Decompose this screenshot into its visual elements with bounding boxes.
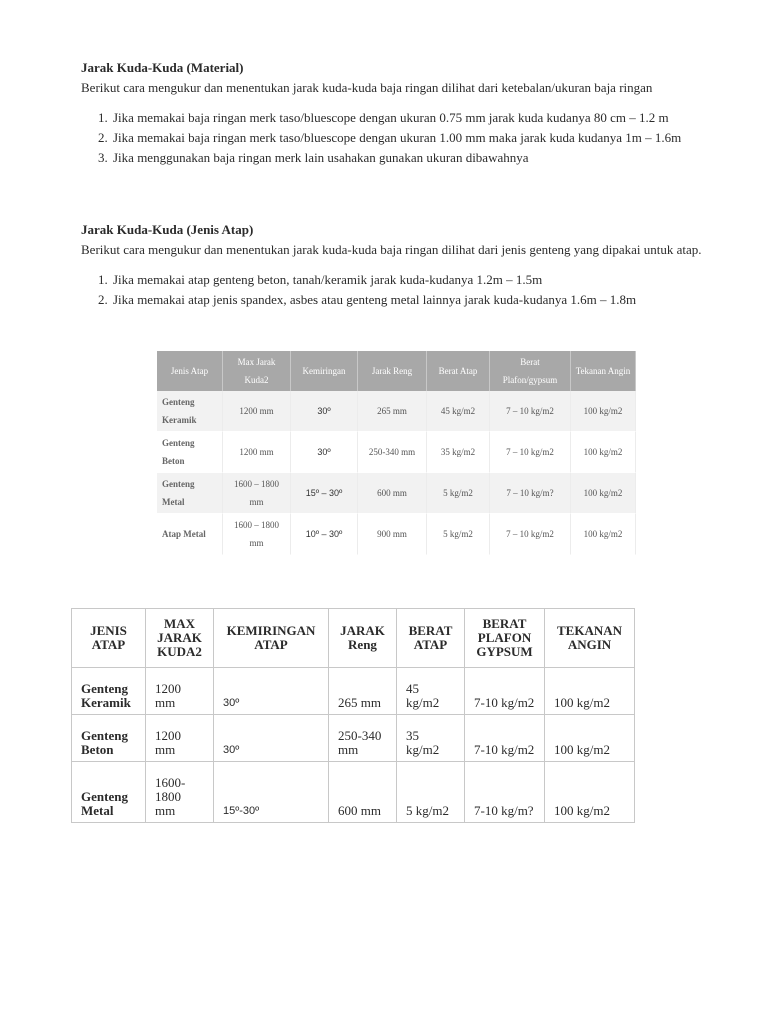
column-header: Tekanan Angin	[571, 351, 636, 391]
table-cell: 100 kg/m2	[545, 715, 635, 762]
list-item: 2. Jika memakai baja ringan merk taso/bluescope dengan ukuran 1.00 mm maka jarak kuda kudanya 1m – 1.6m	[111, 128, 721, 148]
table-cell: 7-10 kg/m?	[465, 762, 545, 823]
table-cell: 5 kg/m2	[427, 473, 490, 514]
table-cell: 35 kg/m2	[397, 715, 465, 762]
table-cell: 7 – 10 kg/m?	[490, 473, 571, 514]
table-cell: 10º – 30º	[291, 514, 358, 555]
table-cell: 265 mm	[329, 668, 397, 715]
table-cell: 100 kg/m2	[571, 473, 636, 514]
table-cell: 15º-30º	[214, 762, 329, 823]
list-item: 1. Jika memakai baja ringan merk taso/bluescope dengan ukuran 0.75 mm jarak kuda kudanya 80 cm – 1.2 m	[111, 108, 721, 128]
section-intro-jenis-atap: Berikut cara mengukur dan menentukan jarak kuda-kuda baja ringan dilihat dari jenis genteng yang dipakai untuk atap.	[81, 242, 702, 257]
table-cell: Genteng Beton	[157, 432, 223, 473]
table-header-row	[157, 351, 636, 391]
table-cell: 1600 – 1800 mm	[223, 473, 291, 514]
table-cell: 7 – 10 kg/m2	[490, 391, 571, 432]
table-cell: 30º	[291, 432, 358, 473]
table-row	[72, 762, 635, 823]
material-list	[81, 108, 721, 168]
table-cell: 5 kg/m2	[397, 762, 465, 823]
table-cell: 600 mm	[329, 762, 397, 823]
column-header: JENIS ATAP	[72, 609, 146, 668]
table-cell: 30º	[214, 715, 329, 762]
table-cell: 15º – 30º	[291, 473, 358, 514]
table-cell: 100 kg/m2	[571, 432, 636, 473]
column-header: Jenis Atap	[157, 351, 223, 391]
table-header-row	[72, 609, 635, 668]
list-item: 2. Jika memakai atap jenis spandex, asbes atau genteng metal lainnya jarak kuda-kudanya 1.6m – 1.8m	[111, 290, 721, 310]
image-table	[157, 351, 636, 555]
table-cell: 600 mm	[358, 473, 427, 514]
table-cell: 100 kg/m2	[571, 514, 636, 555]
table-cell: 1200 mm	[223, 391, 291, 432]
table-row	[157, 391, 636, 432]
column-header: JARAK Reng	[329, 609, 397, 668]
column-header: KEMIRINGAN ATAP	[214, 609, 329, 668]
table-cell: 1200 mm	[146, 715, 214, 762]
table-cell: 1600-1800 mm	[146, 762, 214, 823]
table-cell: Genteng Metal	[72, 762, 146, 823]
column-header: BERAT ATAP	[397, 609, 465, 668]
section-heading-jenis-atap: Jarak Kuda-Kuda (Jenis Atap)	[81, 222, 254, 237]
table-cell: 7 – 10 kg/m2	[490, 432, 571, 473]
table-cell: 5 kg/m2	[427, 514, 490, 555]
table-cell: 100 kg/m2	[545, 668, 635, 715]
column-header: Berat Atap	[427, 351, 490, 391]
table-cell: 45 kg/m2	[427, 391, 490, 432]
table-cell: Genteng Keramik	[72, 668, 146, 715]
table-cell: 265 mm	[358, 391, 427, 432]
table-row	[157, 473, 636, 514]
table-cell: Genteng Keramik	[157, 391, 223, 432]
table-cell: Genteng Metal	[157, 473, 223, 514]
table-cell: 100 kg/m2	[571, 391, 636, 432]
column-header: BERAT PLAFON GYPSUM	[465, 609, 545, 668]
column-header: Kemiringan	[291, 351, 358, 391]
table-row	[72, 668, 635, 715]
section-intro-material: Berikut cara mengukur dan menentukan jarak kuda-kuda baja ringan dilihat dari ketebalan/ukuran baja ringan	[81, 80, 653, 95]
table-cell: Atap Metal	[157, 514, 223, 555]
table-row	[72, 715, 635, 762]
table-cell: 1200 mm	[223, 432, 291, 473]
table-cell: 7 – 10 kg/m2	[490, 514, 571, 555]
table-cell: Genteng Beton	[72, 715, 146, 762]
column-header: Max Jarak Kuda2	[223, 351, 291, 391]
column-header: TEKANAN ANGIN	[545, 609, 635, 668]
table-cell: 1200 mm	[146, 668, 214, 715]
jenis-atap-list	[81, 270, 721, 310]
table-cell: 250-340 mm	[329, 715, 397, 762]
roof-spec-image-table	[157, 351, 636, 555]
table-row	[157, 514, 636, 555]
table-cell: 35 kg/m2	[427, 432, 490, 473]
table-cell: 45 kg/m2	[397, 668, 465, 715]
column-header: Jarak Reng	[358, 351, 427, 391]
column-header: Berat Plafon/gypsum	[490, 351, 571, 391]
section-jenis-atap	[81, 220, 721, 310]
table-cell: 7-10 kg/m2	[465, 715, 545, 762]
list-item: 3. Jika menggunakan baja ringan merk lain usahakan gunakan ukuran dibawahnya	[111, 148, 721, 168]
list-item: 1. Jika memakai atap genteng beton, tanah/keramik jarak kuda-kudanya 1.2m – 1.5m	[111, 270, 721, 290]
table-cell: 250-340 mm	[358, 432, 427, 473]
table-cell: 7-10 kg/m2	[465, 668, 545, 715]
table-row	[157, 432, 636, 473]
section-heading-material: Jarak Kuda-Kuda (Material)	[81, 60, 244, 75]
column-header: MAX JARAK KUDA2	[146, 609, 214, 668]
table-cell: 100 kg/m2	[545, 762, 635, 823]
table-cell: 30º	[214, 668, 329, 715]
table-cell: 1600 – 1800 mm	[223, 514, 291, 555]
table-cell: 30º	[291, 391, 358, 432]
roof-spec-table	[71, 608, 635, 823]
table-cell: 900 mm	[358, 514, 427, 555]
document-body	[81, 58, 721, 310]
